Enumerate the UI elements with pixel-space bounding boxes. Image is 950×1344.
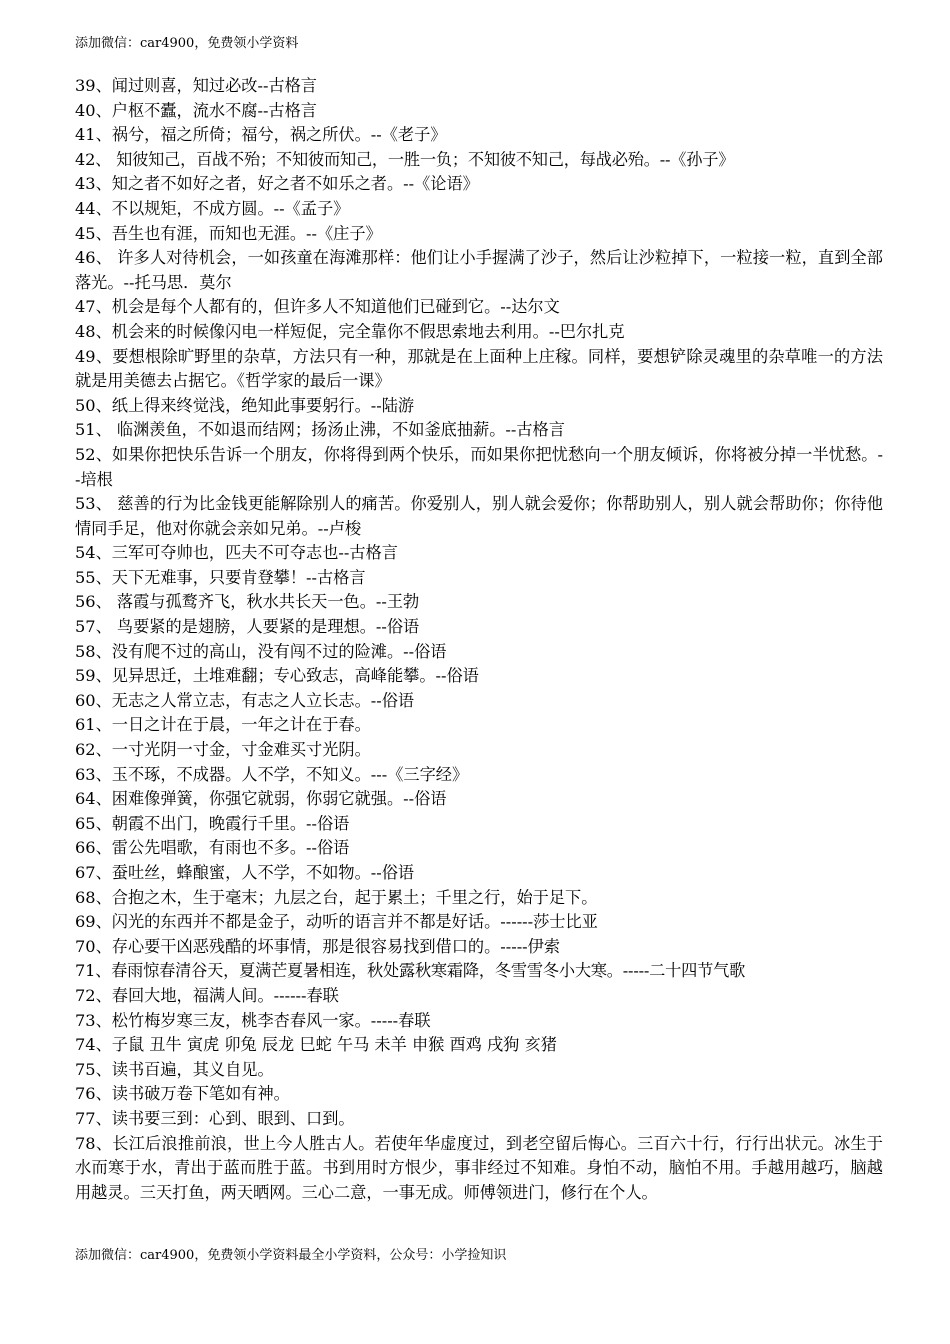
- list-item: 69、闪光的东西并不都是金子，动听的语言并不都是好话。------莎士比亚: [75, 912, 598, 932]
- list-item: 65、朝霞不出门，晚霞行千里。--俗语: [75, 813, 350, 833]
- list-item: 68、合抱之木，生于毫末；九层之台，起于累土；千里之行，始于足下。: [75, 887, 598, 907]
- list-item: 71、春雨惊春清谷天，夏满芒夏暑相连，秋处露秋寒霜降，冬雪雪冬小大寒。-----二十四节气歌: [75, 961, 746, 981]
- list-item: 53、 慈善的行为比金钱更能解除别人的痛苦。你爱别人，别人就会爱你；你帮助别人，别人就会帮助你；你待他情同手足，他对你就会亲如兄弟。--卢梭: [75, 494, 883, 538]
- list-item: 43、知之者不如好之者，好之者不如乐之者。--《论语》: [75, 174, 479, 194]
- list-item: 40、户枢不蠹，流水不腐--古格言: [75, 100, 317, 120]
- list-item: 57、 鸟要紧的是翅膀，人要紧的是理想。--俗语: [75, 617, 420, 637]
- list-item: 47、机会是每个人都有的，但许多人不知道他们已碰到它。--达尔文: [75, 297, 560, 317]
- list-item: 60、无志之人常立志，有志之人立长志。--俗语: [75, 690, 415, 710]
- list-item: 66、雷公先唱歌，有雨也不多。--俗语: [75, 838, 350, 858]
- list-item: 72、春回大地，福满人间。------春联: [75, 985, 339, 1005]
- list-item: 50、纸上得来终觉浅，绝知此事要躬行。--陆游: [75, 395, 415, 415]
- quote-list: [75, 74, 883, 1205]
- list-item: 76、读书破万卷下笔如有神。: [75, 1084, 290, 1104]
- list-item: 75、读书百遍，其义自见。: [75, 1059, 274, 1079]
- list-item: 58、没有爬不过的高山，没有闯不过的险滩。--俗语: [75, 641, 447, 661]
- list-item: 59、见异思迁，土堆难翻；专心致志，高峰能攀。--俗语: [75, 666, 479, 686]
- list-item: 51、 临渊羡鱼，不如退而结网；扬汤止沸，不如釜底抽薪。--古格言: [75, 420, 565, 440]
- list-item: 64、困难像弹簧，你强它就弱，你弱它就强。--俗语: [75, 789, 447, 809]
- list-item: 54、三军可夺帅也，匹夫不可夺志也--古格言: [75, 543, 398, 563]
- list-item: 70、存心要干凶恶残酷的坏事情，那是很容易找到借口的。-----伊索: [75, 936, 561, 956]
- list-item: 73、松竹梅岁寒三友，桃李杏春风一家。-----春联: [75, 1010, 431, 1030]
- page-header-note: 添加微信：car4900，免费领小学资料: [75, 36, 299, 51]
- list-item: 52、如果你把快乐告诉一个朋友，你将得到两个快乐，而如果你把忧愁向一个朋友倾诉，你将被分掉一半忧愁。--培根: [75, 444, 883, 489]
- list-item: 61、一日之计在于晨，一年之计在于春。: [75, 715, 371, 735]
- list-item: 45、吾生也有涯，而知也无涯。--《庄子》: [75, 223, 382, 243]
- list-item: 44、不以规矩，不成方圆。--《孟子》: [75, 198, 350, 218]
- list-item: 41、祸兮，福之所倚；福兮，祸之所伏。--《老子》: [75, 125, 447, 145]
- list-item: 62、一寸光阴一寸金，寸金难买寸光阴。: [75, 740, 371, 760]
- list-item: 48、机会来的时候像闪电一样短促，完全靠你不假思索地去利用。--巴尔扎克: [75, 321, 625, 341]
- list-item: 78、长江后浪推前浪，世上今人胜古人。若使年华虚度过，到老空留后悔心。三百六十行，行行出状元。冰生于水而寒于水，青出于蓝而胜于蓝。书到用时方恨少，事非经过不知难。身怕不动，脑怕不用。手越用越巧，脑越用越灵。三天打鱼，两天晒网。三心二意，一事无成。师傅领进门，修行在个人。: [75, 1133, 883, 1202]
- list-item: 55、天下无难事，只要肯登攀！--古格言: [75, 567, 366, 587]
- list-item: 39、闻过则喜，知过必改--古格言: [75, 76, 317, 95]
- list-item: 77、读书要三到：心到、眼到、口到。: [75, 1108, 355, 1128]
- list-item: 56、 落霞与孤鹜齐飞，秋水共长天一色。--王勃: [75, 592, 420, 612]
- list-item: 74、子鼠 丑牛 寅虎 卯兔 辰龙 巳蛇 午马 未羊 申猴 酉鸡 戌狗 亥猪: [75, 1035, 557, 1055]
- list-item: 42、 知彼知己，百战不殆；不知彼而知己，一胜一负；不知彼不知己，每战必殆。--《孙子》: [75, 149, 735, 169]
- page-footer-note: 添加微信：car4900，免费领小学资料最全小学资料，公众号：小学捡知识: [75, 1248, 507, 1263]
- list-item: 46、 许多人对待机会，一如孩童在海滩那样：他们让小手握满了沙子，然后让沙粒掉下，一粒接一粒，直到全部落光。--托马思．莫尔: [75, 248, 883, 292]
- list-item: 63、玉不琢，不成器。人不学，不知义。---《三字经》: [75, 764, 469, 784]
- list-item: 49、要想根除旷野里的杂草，方法只有一种，那就是在上面种上庄稼。同样，要想铲除灵魂里的杂草唯一的方法就是用美德去占据它。《哲学家的最后一课》: [75, 346, 883, 391]
- list-item: 67、蚕吐丝，蜂酿蜜，人不学，不如物。--俗语: [75, 863, 415, 882]
